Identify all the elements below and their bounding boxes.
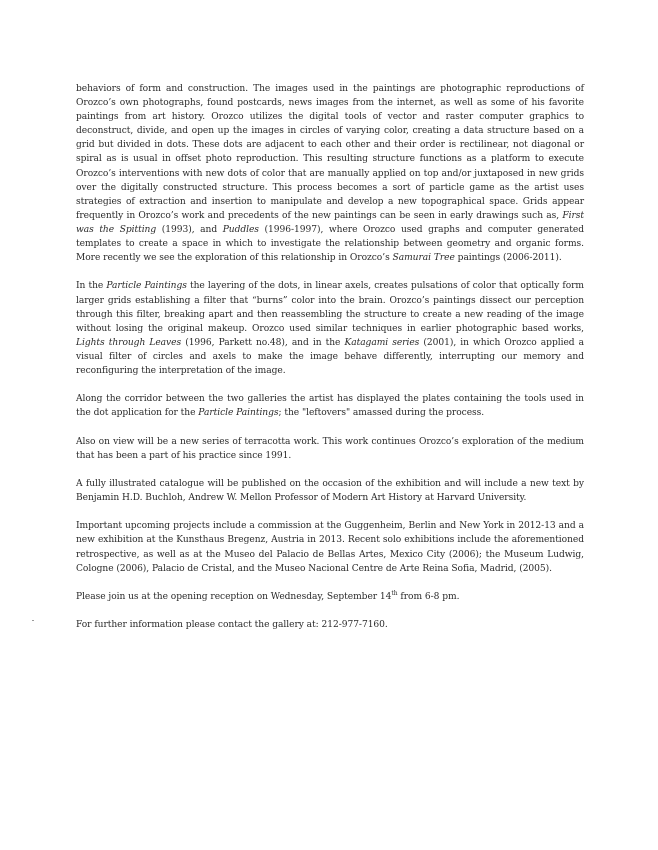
text-segment: (1996-1997), where Orozco used graphs and computer generated templates to create a space in which to investigate the relationship between geometry and organic forms. More recently we see the exploration of this relationship in Orozco’s	[76, 224, 584, 264]
text-segment: (1996, Parkett no.48), and in the	[181, 337, 345, 348]
text-segment: A fully illustrated catalogue will be published on the occasion of the exhibition and will include a new text by Benjamin H.D. Buchloh, Andrew W. Mellon Professor of Modern Art History at Harvard University.	[76, 479, 584, 504]
text-segment: Please join us at the opening reception on Wednesday, September 14	[76, 591, 392, 602]
artwork-title: Lights through Leaves	[76, 337, 182, 348]
paragraph-corridor	[76, 392, 584, 420]
artwork-title: Samurai Tree	[392, 253, 455, 264]
press-release-body	[76, 82, 584, 632]
paragraph-particle-paintings	[76, 279, 584, 378]
text-segment: In the	[76, 281, 107, 292]
artwork-title: Katagami series	[344, 337, 420, 348]
text-segment: the layering of the dots, in linear axels, creates pulsations of color that optically form larger grids establishing a filter that “burns” color into the brain. Orozco’s paintings dissect our perception through this filter, breaking apart and then reassembling the structure to create a new reading of the image without losing the original makeup. Orozco used similar techniques in earlier photographic based works,	[76, 281, 584, 334]
text-segment: (2001), in which Orozco applied a visual filter of circles and axels to make the image behave differently, interrupting our memory and reconfiguring the interpretation of the image.	[76, 337, 585, 376]
artwork-title: Particle Paintings	[198, 408, 279, 419]
artwork-title: Particle Paintings	[106, 281, 187, 292]
paragraph-terracotta	[76, 435, 584, 463]
scan-speck	[32, 620, 34, 621]
text-segment: ; the "leftovers" amassed during the process.	[278, 408, 485, 419]
paragraph-process	[76, 82, 584, 265]
artwork-title: First was the Spitting	[76, 210, 584, 235]
paragraph-contact	[76, 618, 584, 632]
paragraph-opening-reception	[76, 590, 584, 604]
text-segment: from 6-8 pm.	[397, 591, 460, 602]
text-segment: paintings (2006-2011).	[454, 253, 562, 264]
text-segment: (1993), and	[156, 224, 223, 235]
text-segment: Important upcoming projects include a commission at the Guggenheim, Berlin and New York in 2012-13 and a new exhibition at the Kunsthaus Bregenz, Austria in 2013. Recent solo exhibitions include the aforementioned retrospective, as well as at the Museo del Palacio de Bellas Artes, Mexico City (2006); the Museum Ludwig, Cologne (2006), Palacio de Cristal, and the Museo Nacional Centre de Arte Reina Sofia, Madrid, (2005).	[76, 521, 584, 574]
text-segment: Along the corridor between the two galleries the artist has displayed the plates containing the tools used in the dot application for the	[76, 394, 584, 419]
paragraph-upcoming-projects	[76, 519, 584, 575]
artwork-title: Puddles	[222, 224, 259, 235]
text-segment: For further information please contact the gallery at: 212-977-7160.	[76, 620, 388, 631]
text-segment: Also on view will be a new series of terracotta work. This work continues Orozco’s exploration of the medium that has been a part of his practice since 1991.	[76, 436, 584, 461]
paragraph-catalogue	[76, 477, 584, 505]
ordinal-suffix: th	[391, 589, 398, 597]
text-segment: behaviors of form and construction. The images used in the paintings are photographic reproductions of Orozco’s own photographs, found postcards, news images from the internet, as well as some of his favorite paintings from art history. Orozco utilizes the digital tools of vector and raster computer graphics to deconstruct, divide, and open up the images in circles of varying color, creating a data structure based on a grid but divided in dots. These dots are adjacent to each other and their order is rectilinear, not diagonal or spiral as is usual in offset photo reproduction. This resulting structure functions as a platform to execute Orozco’s interventions with new dots of color that are manually applied on top and/or juxtaposed in new grids over the digitally constructed structure. This process becomes a sort of particle game as the artist uses strategies of extraction and insertion to manipulate and develop a new topographical space. Grids appear frequently in Orozco’s work and precedents of the new paintings can be seen in early drawings such as,	[76, 84, 584, 221]
